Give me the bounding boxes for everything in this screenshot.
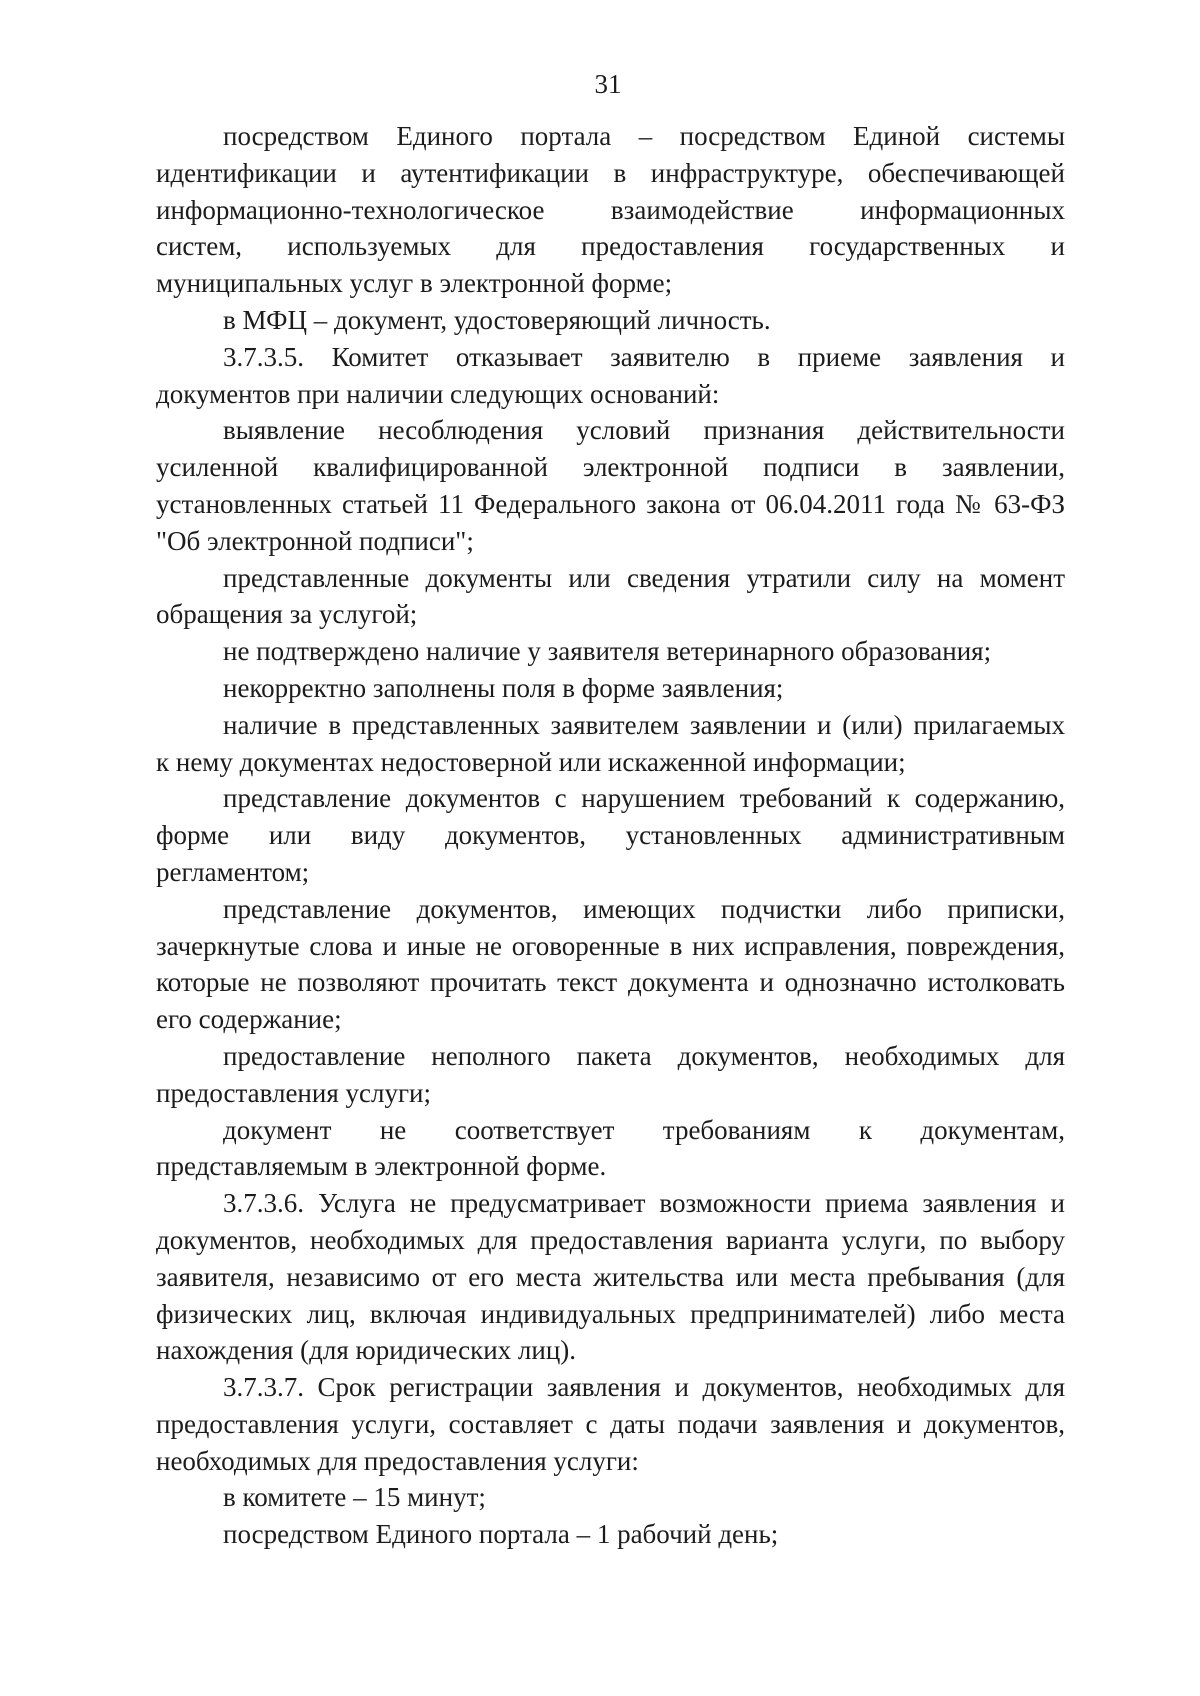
text-line: нахождения (для юридических лиц). [156, 1335, 577, 1366]
text-line: представление документов с нарушением требований к содержанию, [223, 783, 1065, 814]
text-line: некорректно заполнены поля в форме заявления; [223, 672, 784, 703]
text-line: форме или виду документов, установленных административным [156, 820, 1065, 851]
text-line: информационно-технологическое взаимодействие информационных [156, 194, 1065, 225]
text-line: 3.7.3.5. Комитет отказывает заявителю в приеме заявления и [223, 341, 1065, 372]
page-number: 31 [594, 69, 622, 99]
text-line: муниципальных услуг в электронной форме; [156, 268, 673, 299]
text-line: предоставления услуги, составляет с даты подачи заявления и документов, [156, 1408, 1065, 1439]
document-body [156, 118, 1065, 1553]
text-line: в комитете – 15 минут; [223, 1482, 486, 1513]
text-line: представляемым в электронной форме. [156, 1151, 607, 1182]
text-line: идентификации и аутентификации в инфраструктуре, обеспечивающей [156, 157, 1065, 188]
text-line: усиленной квалифицированной электронной подписи в заявлении, [156, 452, 1065, 483]
text-line: 3.7.3.7. Срок регистрации заявления и документов, необходимых для [223, 1372, 1065, 1403]
text-line: представление документов, имеющих подчистки либо приписки, [223, 893, 1065, 924]
text-line: его содержание; [156, 1004, 342, 1035]
text-line: систем, используемых для предоставления государственных и [156, 231, 1065, 262]
text-line: 3.7.3.6. Услуга не предусматривает возможности приема заявления и [223, 1188, 1065, 1219]
text-line: установленных статьей 11 Федерального закона от 06.04.2011 года № 63-ФЗ [156, 488, 1065, 519]
text-line: регламентом; [156, 856, 310, 887]
text-line: "Об электронной подписи"; [156, 525, 474, 556]
text-line: наличие в представленных заявителем заявлении и (или) прилагаемых [223, 709, 1065, 740]
text-line: документов, необходимых для предоставления варианта услуги, по выбору [156, 1224, 1065, 1255]
text-line: зачеркнутые слова и иные не оговоренные в них исправления, повреждения, [156, 930, 1065, 961]
text-line: заявителя, независимо от его места жительства или места пребывания (для [156, 1261, 1065, 1292]
text-line: посредством Единого портала – посредством Единой системы [223, 121, 1065, 151]
text-line: документов при наличии следующих оснований: [156, 378, 720, 409]
text-line: предоставления услуги; [156, 1077, 431, 1108]
text-line: физических лиц, включая индивидуальных предпринимателей) либо места [156, 1298, 1065, 1329]
text-line: обращения за услугой; [156, 599, 418, 630]
text-line: представленные документы или сведения утратили силу на момент [223, 562, 1065, 593]
text-line: необходимых для предоставления услуги: [156, 1445, 639, 1476]
text-line: в МФЦ – документ, удостоверяющий личность. [223, 304, 771, 335]
text-line: к нему документах недостоверной или искаженной информации; [156, 746, 906, 777]
text-line: посредством Единого портала – 1 рабочий день; [223, 1519, 779, 1550]
text-line: которые не позволяют прочитать текст документа и однозначно истолковать [156, 967, 1065, 998]
text-line: документ не соответствует требованиям к документам, [223, 1114, 1065, 1145]
text-line: предоставление неполного пакета документов, необходимых для [223, 1040, 1065, 1071]
text-line: выявление несоблюдения условий признания действительности [223, 415, 1065, 446]
text-line: не подтверждено наличие у заявителя ветеринарного образования; [223, 636, 992, 667]
